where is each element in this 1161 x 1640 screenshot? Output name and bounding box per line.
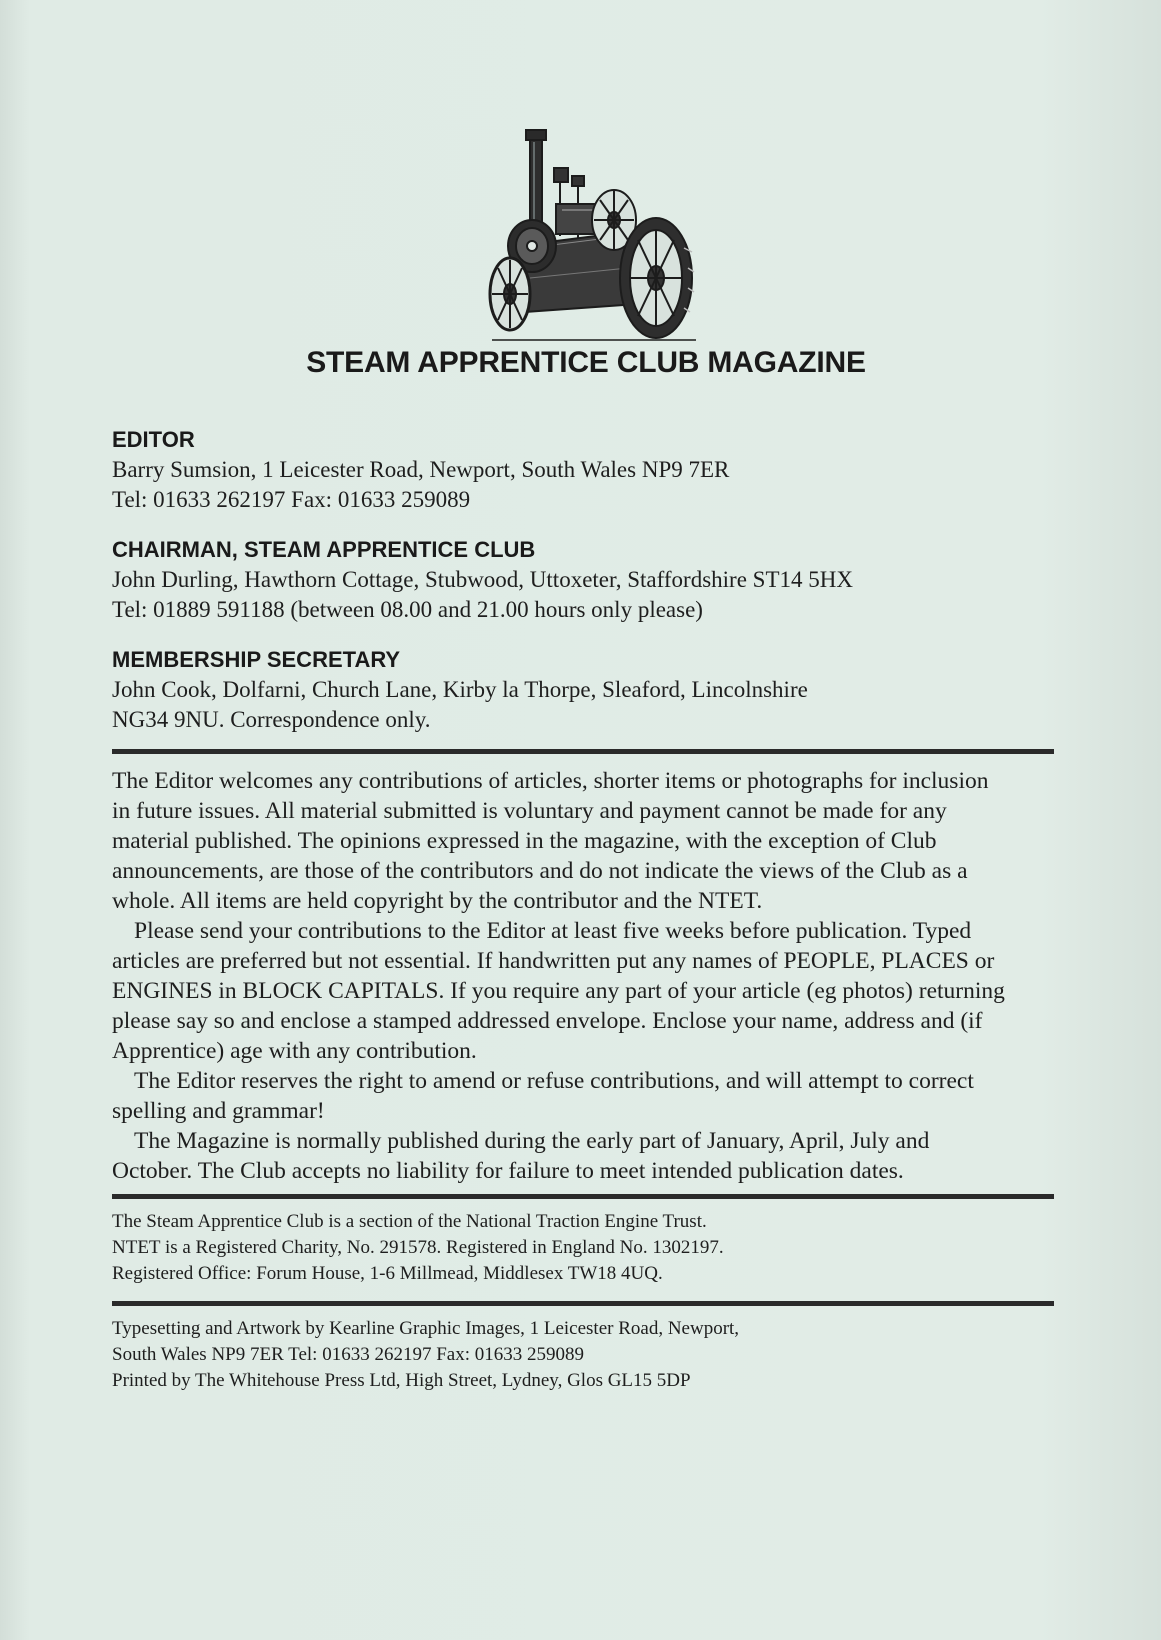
section-heading: EDITOR [112,427,195,452]
page-content [112,425,1054,1394]
membership-secretary-contact [112,645,1054,735]
editor-contact [112,425,1054,515]
contact-address: John Cook, Dolfarni, Church Lane, Kirby la Thorpe, Sleaford, Lincolnshire [112,677,808,702]
notice-paragraph: The Editor reserves the right to amend or refuse contributions, and will attempt to correct spelling and grammar! [112,1068,974,1124]
notice-paragraph: Please send your contributions to the Editor at least five weeks before publication. Typed articles are preferred but not essential. If handwritten put any names of PEOPLE, PLACES or ENGINES in BLOCK CAPITALS. If you require any part of your article (eg photos) returning please say so and enclose a stamped addressed envelope. Enclose your name, address and (if Apprentice) age with any contribution. [112,918,1005,1064]
divider-rule [112,749,1054,754]
contact-phone: Tel: 01633 262197 Fax: 01633 259089 [112,487,471,512]
printing-line: South Wales NP9 7ER Tel: 01633 262197 Fax: 01633 259089 [112,1344,584,1365]
contact-address: John Durling, Hawthorn Cottage, Stubwood, Uttoxeter, Staffordshire ST14 5HX [112,567,853,592]
notice-paragraph: The Magazine is normally published during the early part of January, April, July and October. The Club accepts no liability for failure to meet intended publication dates. [112,1128,930,1184]
section-heading: MEMBERSHIP SECRETARY [112,647,401,672]
charity-line: The Steam Apprentice Club is a section of the National Traction Engine Trust. [112,1211,707,1232]
divider-rule [112,1194,1054,1199]
charity-info [112,1209,1054,1287]
magazine-title: STEAM APPRENTICE CLUB MAGAZINE [306,346,866,379]
chairman-contact [112,535,1054,625]
printing-info [112,1316,1054,1394]
editorial-notice [112,766,1012,1186]
printing-line: Typesetting and Artwork by Kearline Graphic Images, 1 Leicester Road, Newport, [112,1318,740,1339]
printing-line: Printed by The Whitehouse Press Ltd, High Street, Lydney, Glos GL15 5DP [112,1370,691,1391]
charity-line: NTET is a Registered Charity, No. 291578. Registered in England No. 1302197. [112,1237,724,1258]
traction-engine-illustration [488,128,700,350]
divider-rule [112,1301,1054,1306]
contact-note: NG34 9NU. Correspondence only. [112,707,431,732]
section-heading: CHAIRMAN, STEAM APPRENTICE CLUB [112,537,536,562]
contact-phone: Tel: 01889 591188 (between 08.00 and 21.00 hours only please) [112,597,703,622]
notice-paragraph: The Editor welcomes any contributions of articles, shorter items or photographs for inclusion in future issues. All material submitted is voluntary and payment cannot be made for any material published. The opinions expressed in the magazine, with the exception of Club announcements, are those of the contributors and do not indicate the views of the Club as a whole. All items are held copyright by the contributor and the NTET. [112,768,989,914]
contact-address: Barry Sumsion, 1 Leicester Road, Newport, South Wales NP9 7ER [112,457,730,482]
charity-line: Registered Office: Forum House, 1-6 Millmead, Middlesex TW18 4UQ. [112,1263,663,1284]
